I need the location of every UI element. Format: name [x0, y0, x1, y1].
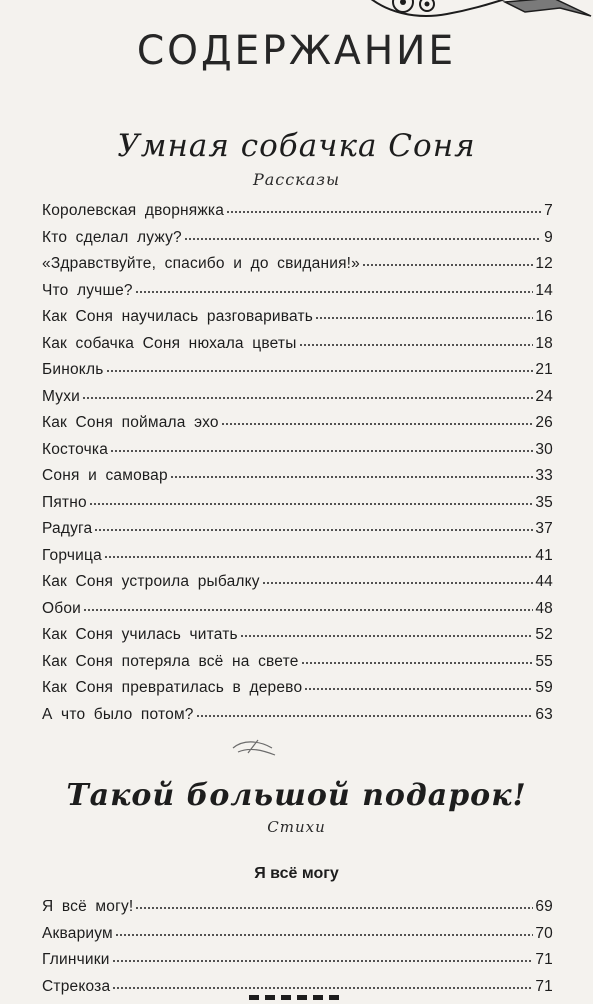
page-number: 63 — [535, 706, 553, 724]
entry-title: Кто сделал лужу? — [42, 229, 182, 247]
toc-entry — [42, 335, 553, 362]
dot-leader — [104, 555, 533, 559]
dot-leader — [115, 933, 533, 937]
page-number: 55 — [535, 653, 553, 671]
dot-leader — [135, 906, 533, 910]
toc-entry — [42, 467, 553, 494]
dot-leader — [106, 369, 534, 373]
toc-entry — [42, 573, 553, 600]
entry-title: Как Соня поймала эхо — [42, 414, 219, 432]
toc-entry — [42, 308, 553, 335]
dot-leader — [112, 959, 534, 963]
dot-leader — [83, 608, 533, 612]
toc-entry — [42, 626, 553, 653]
entry-title: Как Соня потеряла всё на свете — [42, 653, 299, 671]
entry-title: Пятно — [42, 494, 87, 512]
section-title: Такой большой подарок! — [0, 778, 593, 813]
page-number: 14 — [535, 282, 553, 300]
dot-leader — [315, 316, 533, 320]
entry-title: Как Соня научилась разговаривать — [42, 308, 313, 326]
entry-title: Как собачка Соня нюхала цветы — [42, 335, 297, 353]
toc-entry — [42, 388, 553, 415]
entry-title: Как Соня устроила рыбалку — [42, 573, 260, 591]
toc-entry — [42, 547, 553, 574]
dot-leader — [170, 475, 534, 479]
toc-list-poems — [42, 898, 553, 1004]
dot-leader — [240, 634, 534, 638]
page-number: 71 — [535, 978, 553, 996]
dot-leader — [184, 237, 541, 241]
dot-leader — [196, 714, 534, 718]
entry-title: Соня и самовар — [42, 467, 168, 485]
toc-entry — [42, 282, 553, 309]
page-number: 12 — [535, 255, 553, 273]
toc-entry — [42, 679, 553, 706]
page-number: 37 — [535, 520, 553, 538]
entry-title: Я всё могу! — [42, 898, 133, 916]
entry-title: Королевская дворняжка — [42, 202, 224, 220]
entry-title: А что было потом? — [42, 706, 194, 724]
page-number: 44 — [535, 573, 553, 591]
page-number: 33 — [535, 467, 553, 485]
page-number: 26 — [535, 414, 553, 432]
entry-title: Стрекоза — [42, 978, 110, 996]
dot-leader — [89, 502, 534, 506]
toc-entry — [42, 494, 553, 521]
page-number: 59 — [535, 679, 553, 697]
bottom-ornament — [243, 990, 363, 1000]
toc-entry — [42, 706, 553, 733]
section-subtitle: Стихи — [0, 818, 593, 836]
page-number: 71 — [535, 951, 553, 969]
page-number: 9 — [543, 229, 553, 247]
dot-leader — [301, 661, 534, 665]
group-title: Я всё могу — [0, 865, 593, 883]
dot-leader — [226, 210, 541, 214]
toc-entry — [42, 255, 553, 282]
entry-title: Косточка — [42, 441, 108, 459]
page-number: 16 — [535, 308, 553, 326]
dot-leader — [110, 449, 533, 453]
entry-title: Что лучше? — [42, 282, 133, 300]
toc-entry — [42, 441, 553, 468]
entry-title: Как Соня превратилась в дерево — [42, 679, 302, 697]
toc-list-stories — [42, 202, 553, 732]
toc-entry — [42, 414, 553, 441]
toc-entry — [42, 229, 553, 256]
dot-leader — [221, 422, 534, 426]
page-number: 48 — [535, 600, 553, 618]
toc-entry — [42, 898, 553, 925]
page-number: 21 — [535, 361, 553, 379]
toc-entry — [42, 202, 553, 229]
toc-entry — [42, 361, 553, 388]
entry-title: Радуга — [42, 520, 92, 538]
entry-title: Горчица — [42, 547, 102, 565]
page-number: 52 — [535, 626, 553, 644]
dot-leader — [299, 343, 534, 347]
toc-entry — [42, 951, 553, 978]
toc-entry — [42, 520, 553, 547]
entry-title: Мухи — [42, 388, 80, 406]
section-title: Умная собачка Соня — [0, 128, 593, 164]
dot-leader — [135, 290, 534, 294]
dot-leader — [362, 263, 533, 267]
page-number: 24 — [535, 388, 553, 406]
dot-leader — [262, 581, 534, 585]
entry-title: Глинчики — [42, 951, 110, 969]
toc-title: СОДЕРЖАНИЕ — [6, 28, 587, 74]
entry-title: Как Соня училась читать — [42, 626, 238, 644]
page-number: 30 — [535, 441, 553, 459]
dot-leader — [94, 528, 533, 532]
page-number: 69 — [535, 898, 553, 916]
dot-leader — [304, 687, 533, 691]
page-number: 70 — [535, 925, 553, 943]
entry-title: «Здравствуйте, спасибо и до свидания!» — [42, 255, 360, 273]
dot-leader — [82, 396, 533, 400]
toc-entry — [42, 600, 553, 627]
entry-title: Обои — [42, 600, 81, 618]
entry-title: Бинокль — [42, 361, 104, 379]
page-number: 35 — [535, 494, 553, 512]
section-subtitle: Рассказы — [0, 170, 593, 189]
dot-leader — [112, 986, 533, 990]
page-number: 41 — [535, 547, 553, 565]
page-number: 18 — [535, 335, 553, 353]
page-number: 7 — [543, 202, 553, 220]
toc-entry — [42, 653, 553, 680]
toc-entry — [42, 925, 553, 952]
entry-title: Аквариум — [42, 925, 113, 943]
